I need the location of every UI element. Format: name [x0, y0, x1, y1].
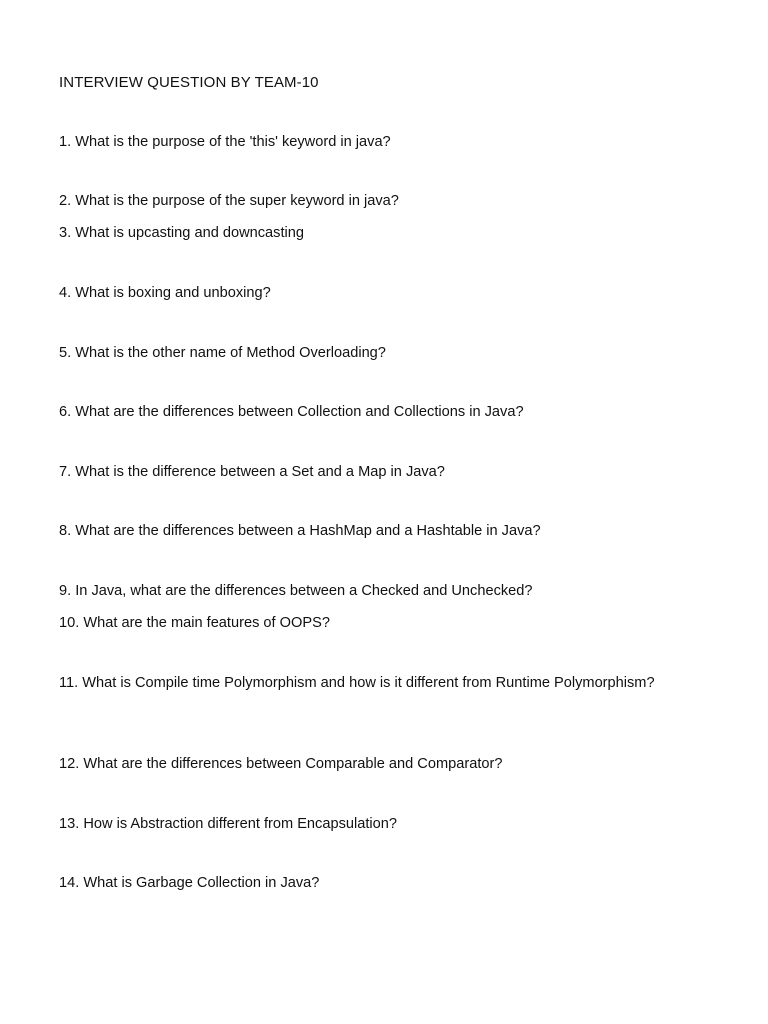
question-10: 10. What are the main features of OOPS? — [59, 615, 330, 631]
question-9: 9. In Java, what are the differences between a Checked and Unchecked? — [59, 583, 533, 599]
question-14: 14. What is Garbage Collection in Java? — [59, 875, 320, 891]
question-2: 2. What is the purpose of the super keyword in java? — [59, 193, 399, 209]
question-8: 8. What are the differences between a HashMap and a Hashtable in Java? — [59, 523, 541, 539]
page-title: INTERVIEW QUESTION BY TEAM-10 — [59, 74, 319, 91]
question-11: 11. What is Compile time Polymorphism and how is it different from Runtime Polymorphism? — [59, 675, 655, 691]
question-4: 4. What is boxing and unboxing? — [59, 285, 271, 301]
question-13: 13. How is Abstraction different from Encapsulation? — [59, 816, 398, 832]
question-3: 3. What is upcasting and downcasting — [59, 225, 304, 241]
question-12: 12. What are the differences between Comparable and Comparator? — [59, 756, 503, 772]
question-6: 6. What are the differences between Collection and Collections in Java? — [59, 404, 524, 420]
question-1: 1. What is the purpose of the 'this' keyword in java? — [59, 134, 391, 150]
question-5: 5. What is the other name of Method Overloading? — [59, 345, 386, 361]
question-7: 7. What is the difference between a Set and a Map in Java? — [59, 464, 445, 480]
